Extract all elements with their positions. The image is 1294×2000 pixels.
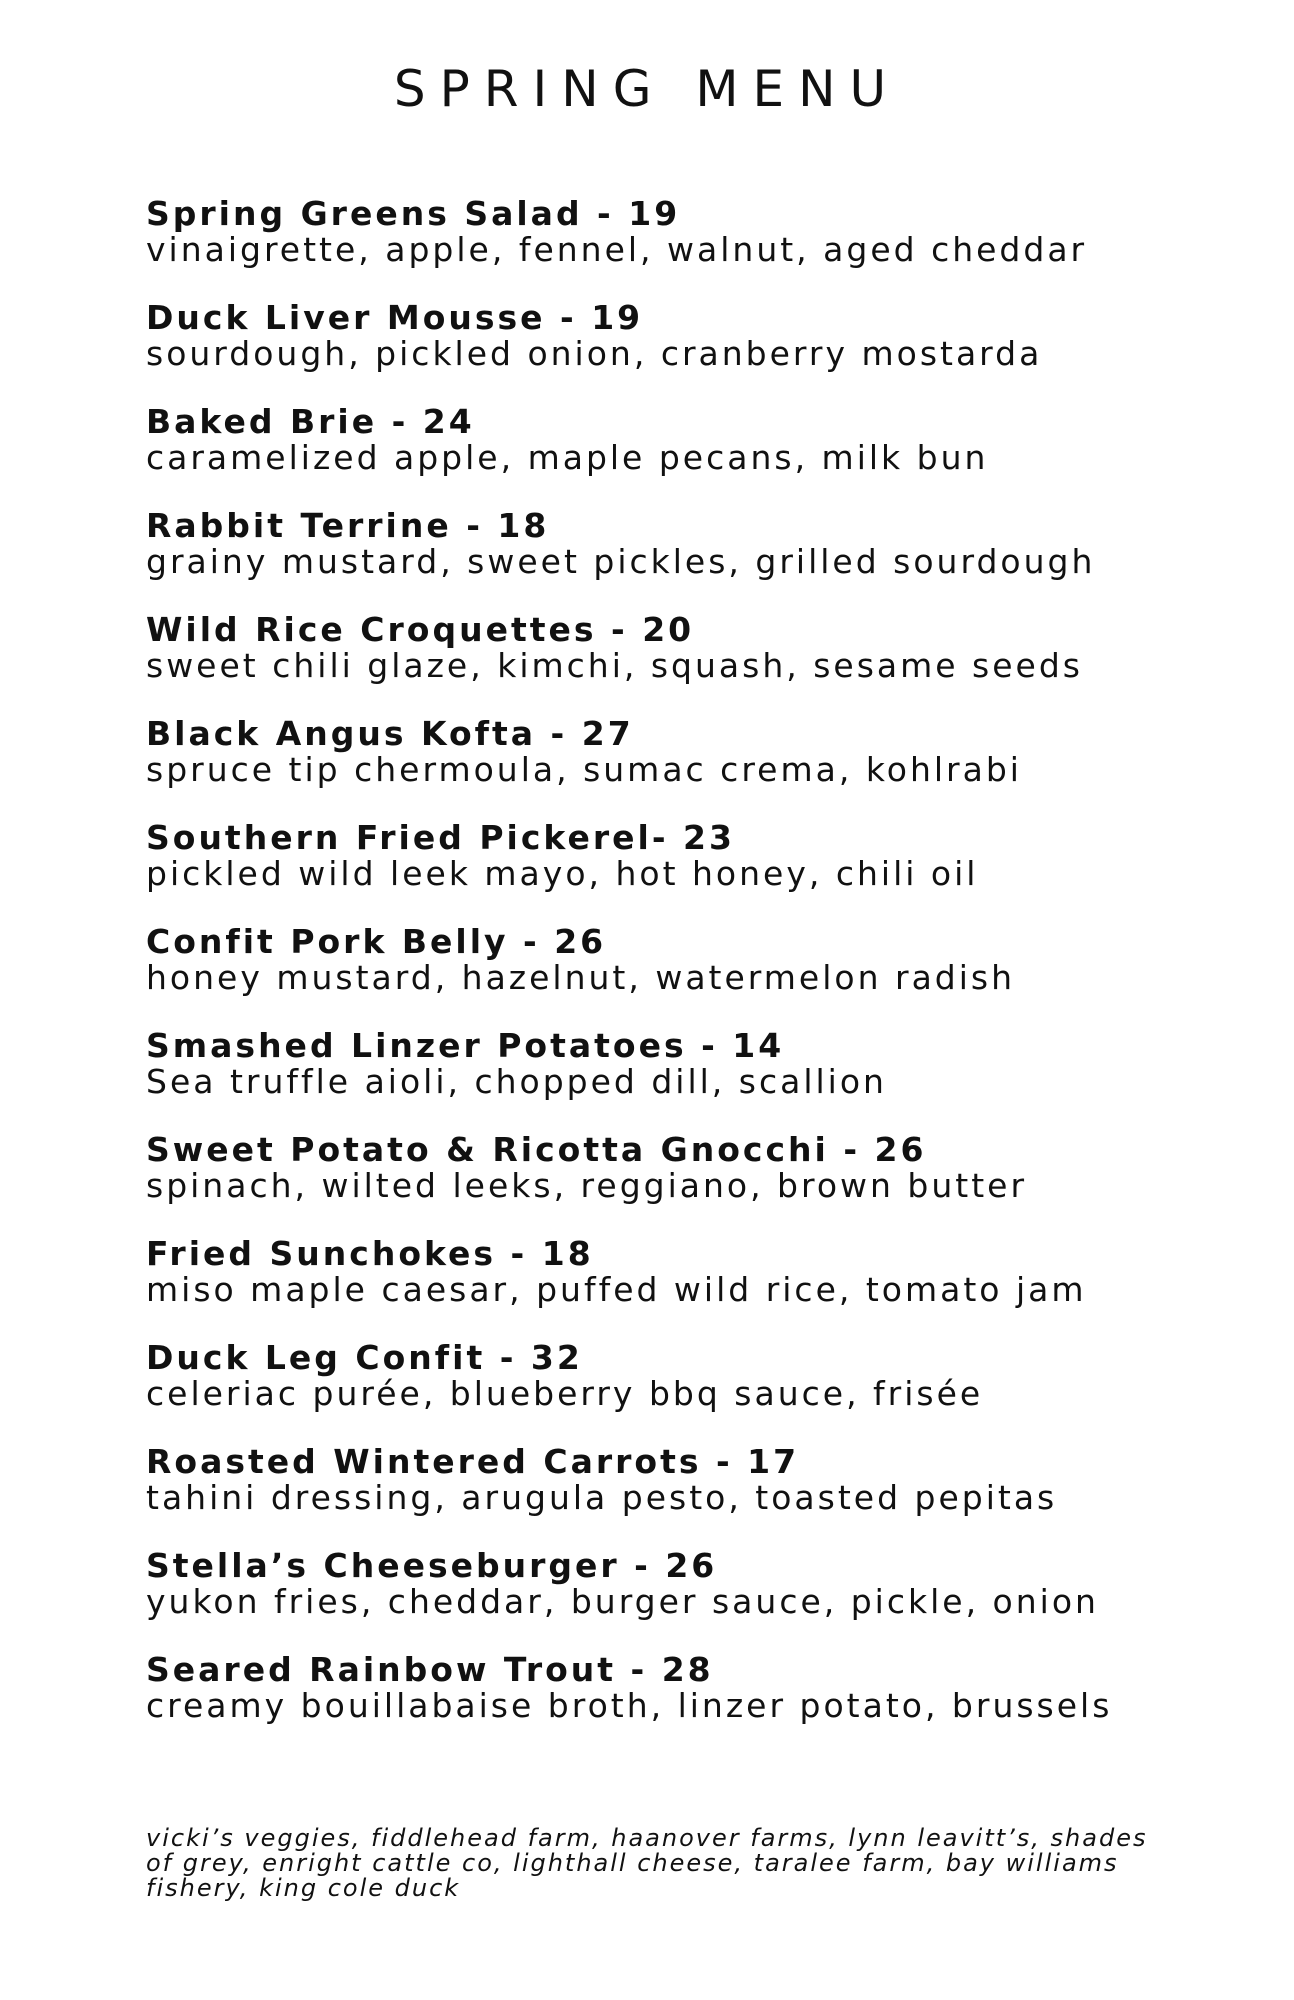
menu-item-name: Duck Liver Mousse - 19 bbox=[146, 298, 644, 337]
menu-item bbox=[146, 1652, 1206, 1756]
menu-item-description: honey mustard, hazelnut, watermelon radish bbox=[146, 958, 1016, 997]
menu-item-name: Sweet Potato & Ricotta Gnocchi - 26 bbox=[146, 1130, 927, 1169]
menu-item bbox=[146, 820, 1206, 924]
menu-item-description: yukon fries, cheddar, burger sauce, pickle, onion bbox=[146, 1582, 1099, 1621]
menu-item-description: sourdough, pickled onion, cranberry mostarda bbox=[146, 334, 1043, 373]
menu-item-description: vinaigrette, apple, fennel, walnut, aged cheddar bbox=[146, 230, 1088, 269]
menu-item-name: Smashed Linzer Potatoes - 14 bbox=[146, 1026, 785, 1065]
menu-item-description: sweet chili glaze, kimchi, squash, sesame seeds bbox=[146, 646, 1083, 685]
menu-item bbox=[146, 1548, 1206, 1652]
menu-item bbox=[146, 1028, 1206, 1132]
menu-item bbox=[146, 612, 1206, 716]
menu-item-name: Baked Brie - 24 bbox=[146, 402, 475, 441]
menu-item bbox=[146, 1236, 1206, 1340]
menu-item-name: Duck Leg Confit - 32 bbox=[146, 1338, 583, 1377]
menu-item-description: tahini dressing, arugula pesto, toasted pepitas bbox=[146, 1478, 1058, 1517]
menu-item-description: pickled wild leek mayo, hot honey, chili oil bbox=[146, 854, 979, 893]
menu-item-name: Black Angus Kofta - 27 bbox=[146, 714, 634, 753]
menu-item-name: Spring Greens Salad - 19 bbox=[146, 194, 681, 233]
menu-item bbox=[146, 196, 1206, 300]
menu-item bbox=[146, 300, 1206, 404]
menu-item-name: Roasted Wintered Carrots - 17 bbox=[146, 1442, 800, 1481]
menu-item-name: Wild Rice Croquettes - 20 bbox=[146, 610, 695, 649]
menu-item-name: Fried Sunchokes - 18 bbox=[146, 1234, 594, 1273]
menu-item-description: Sea truffle aioli, chopped dill, scallion bbox=[146, 1062, 887, 1101]
menu-item-name: Seared Rainbow Trout - 28 bbox=[146, 1650, 714, 1689]
menu-item-description: caramelized apple, maple pecans, milk bun bbox=[146, 438, 989, 477]
menu-item-name: Rabbit Terrine - 18 bbox=[146, 506, 550, 545]
menu-item bbox=[146, 1444, 1206, 1548]
menu-item bbox=[146, 924, 1206, 1028]
menu-list bbox=[146, 196, 1206, 1756]
menu-item-name: Confit Pork Belly - 26 bbox=[146, 922, 607, 961]
menu-item-description: spruce tip chermoula, sumac crema, kohlrabi bbox=[146, 750, 1022, 789]
menu-item bbox=[146, 404, 1206, 508]
menu-item-description: grainy mustard, sweet pickles, grilled sourdough bbox=[146, 542, 1096, 581]
menu-item-name: Southern Fried Pickerel- 23 bbox=[146, 818, 735, 857]
menu-item bbox=[146, 1132, 1206, 1236]
menu-item-description: creamy bouillabaise broth, linzer potato, brussels bbox=[146, 1686, 1113, 1725]
menu-item-description: spinach, wilted leeks, reggiano, brown butter bbox=[146, 1166, 1028, 1205]
menu-item bbox=[146, 716, 1206, 820]
menu-title: SPRING MENU bbox=[393, 60, 901, 118]
menu-item-description: celeriac purée, blueberry bbq sauce, frisée bbox=[146, 1374, 984, 1413]
menu-item bbox=[146, 1340, 1206, 1444]
menu-item-name: Stella’s Cheeseburger - 26 bbox=[146, 1546, 718, 1585]
menu-item bbox=[146, 508, 1206, 612]
menu-item-description: miso maple caesar, puffed wild rice, tomato jam bbox=[146, 1270, 1087, 1309]
supplier-credits: vicki’s veggies, fiddlehead farm, haanover farms, lynn leavitt’s, shades of grey, enright cattle co, lighthall cheese, taralee farm, bay williams fishery, king cole duck bbox=[146, 1824, 1148, 1902]
